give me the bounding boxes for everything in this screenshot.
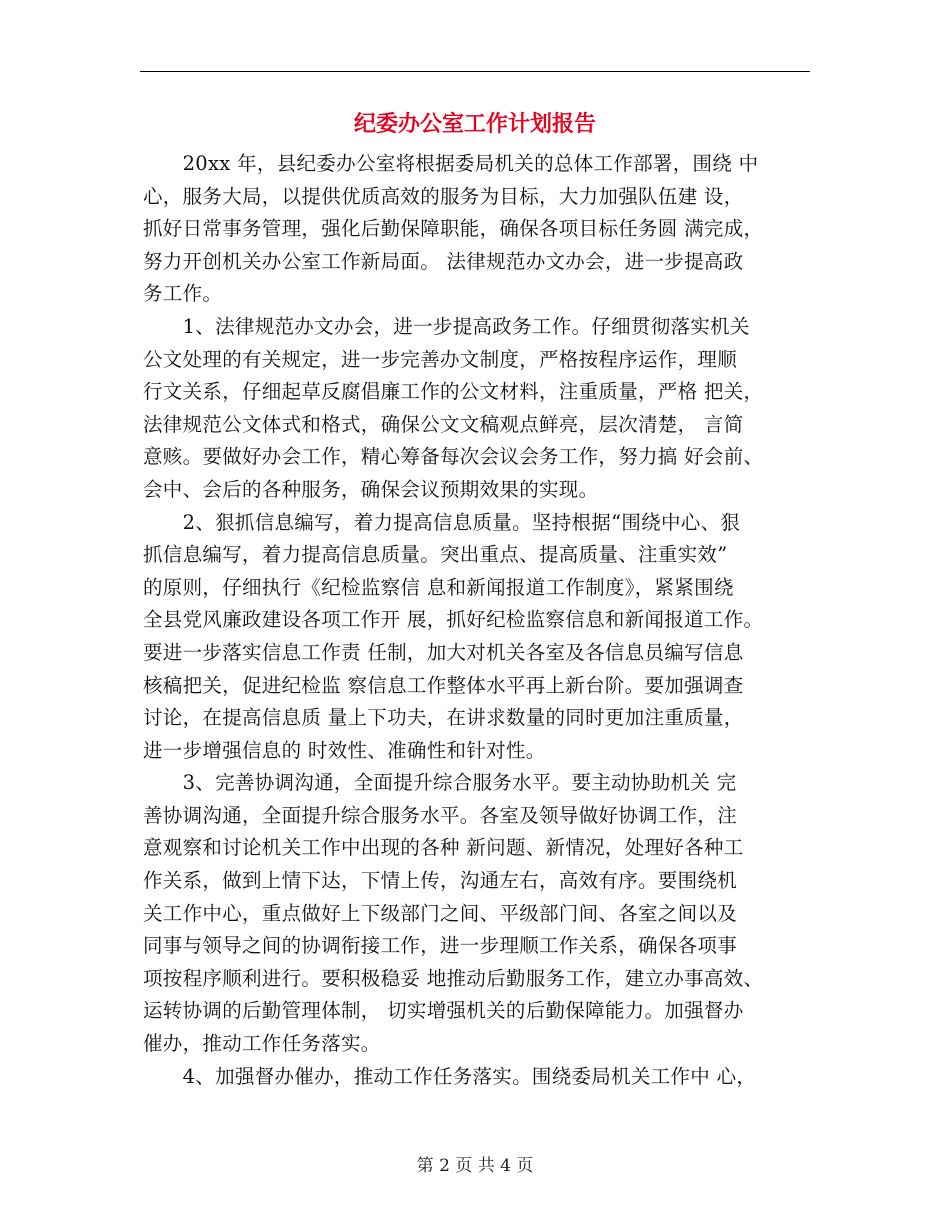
text-line: 善协调沟通，全面提升综合服务水平。各室及领导做好协调工作，注 bbox=[143, 803, 738, 827]
document-body bbox=[143, 148, 815, 1093]
text-line: 心，服务大局，以提供优质高效的服务为目标，大力加强队伍建 设， bbox=[143, 184, 744, 208]
text-line: 意观察和讨论机关工作中出现的各种 新问题、新情况，处理好各种工 bbox=[143, 836, 744, 860]
text-line: 意赅。要做好办会工作，精心筹备每次会议会务工作，努力搞 好会前、 bbox=[143, 445, 764, 469]
text-line: 核稿把关，促进纪检监 察信息工作整体水平再上新台阶。要加强调查 bbox=[143, 673, 744, 697]
text-line: 公文处理的有关规定，进一步完善办文制度，严格按程序运作，理顺 bbox=[143, 347, 738, 371]
text-line: 关工作中心，重点做好上下级部门之间、平级部门间、各室之间以及 bbox=[143, 901, 738, 925]
text-line: 努力开创机关办公室工作新局面。 法律规范办文办会，进一步提高政 bbox=[143, 249, 744, 273]
text-line: 的原则，仔细执行《纪检监察信 息和新闻报道工作制度》，紧紧围绕 bbox=[143, 575, 734, 599]
text-line: 运转协调的后勤管理体制， 切实增强机关的后勤保障能力。加强督办 bbox=[143, 999, 744, 1023]
text-line: 行文关系，仔细起草反腐倡廉工作的公文材料，注重质量，严格 把关， bbox=[143, 380, 764, 404]
text-line: 作关系，做到上情下达，下情上传，沟通左右，高效有序。要围绕机 bbox=[143, 869, 738, 893]
header-rule bbox=[140, 71, 810, 72]
text-line: 1、法律规范办文办会，进一步提高政务工作。仔细贯彻落实机关 bbox=[143, 314, 750, 338]
text-line: 抓好日常事务管理，强化后勤保障职能，确保各项目标任务圆 满完成， bbox=[143, 217, 764, 241]
page-number: 第 2 页 共 4 页 bbox=[416, 1156, 534, 1176]
text-line: 抓信息编写，着力提高信息质量。突出重点、提高质量、注重实效” bbox=[143, 543, 728, 567]
text-line: 会中、会后的各种服务，确保会议预期效果的实现。 bbox=[143, 477, 599, 501]
document-title: 纪委办公室工作计划报告 bbox=[353, 111, 596, 137]
text-line: 20xx 年，县纪委办公室将根据委局机关的总体工作部署，围绕 中 bbox=[143, 152, 759, 175]
paragraph-4 bbox=[143, 1061, 815, 1094]
text-line: 全县党风廉政建设各项工作开 展，抓好纪检监察信息和新闻报道工作。 bbox=[143, 608, 764, 632]
text-line: 同事与领导之间的协调衔接工作，进一步理顺工作关系，确保各项事 bbox=[143, 934, 738, 958]
text-line: 讨论，在提高信息质 量上下功夫，在讲求数量的同时更加注重质量， bbox=[143, 706, 744, 730]
text-line: 3、完善协调沟通，全面提升综合服务水平。要主动协助机关 完 bbox=[143, 771, 737, 795]
paragraph-1 bbox=[143, 311, 815, 507]
text-line: 进一步增强信息的 时效性、准确性和针对性。 bbox=[143, 738, 546, 762]
text-line: 法律规范公文体式和格式，确保公文文稿观点鲜亮，层次清楚， 言简 bbox=[143, 412, 744, 436]
paragraph-2 bbox=[143, 507, 815, 768]
text-line: 务工作。 bbox=[143, 282, 223, 306]
paragraph-3 bbox=[143, 767, 815, 1060]
text-line: 要进一步落实信息工作责 任制，加大对机关各室及各信息员编写信息 bbox=[143, 640, 744, 664]
text-line: 2、狠抓信息编写，着力提高信息质量。坚持根据“围绕中心、狠 bbox=[143, 510, 741, 534]
text-line: 项按程序顺利进行。要积极稳妥 地推动后勤服务工作，建立办事高效、 bbox=[143, 966, 764, 990]
text-line: 催办，推动工作任务落实。 bbox=[143, 1032, 381, 1056]
text-line: 4、加强督办催办，推动工作任务落实。围绕委局机关工作中 心， bbox=[143, 1064, 757, 1088]
paragraph-intro bbox=[143, 148, 815, 311]
